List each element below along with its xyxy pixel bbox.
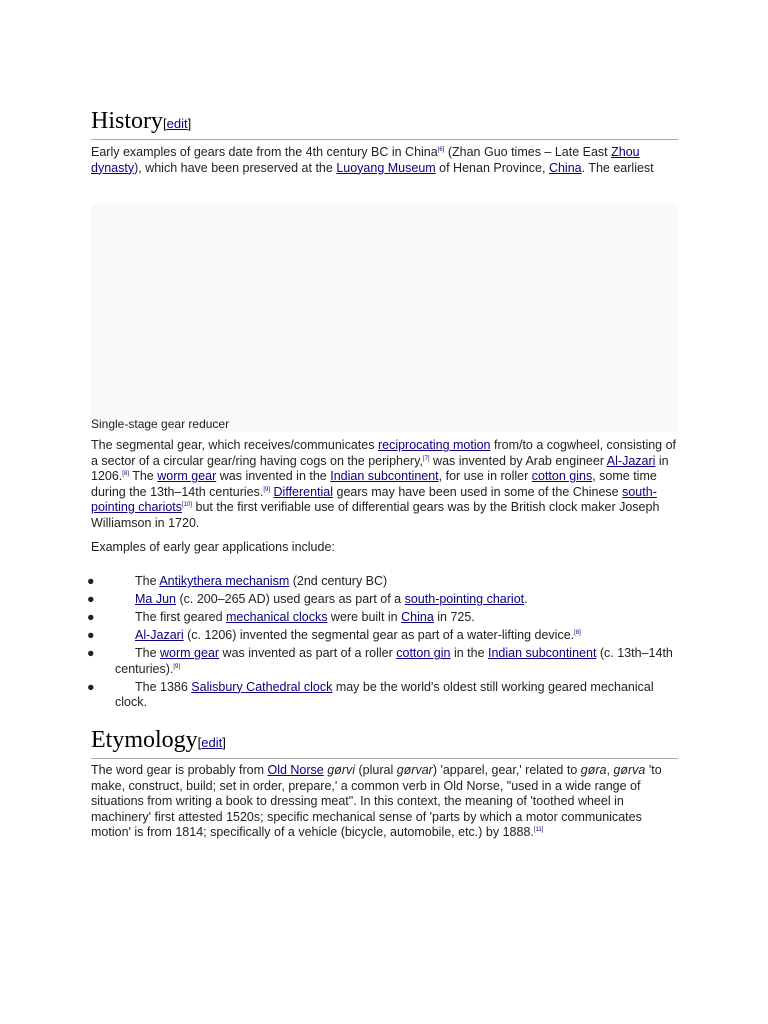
citation-11[interactable]: [11] bbox=[533, 826, 544, 833]
list-item: ● The 1386 Salisbury Cathedral clock may be the world's oldest still working geared mechanical clock. bbox=[87, 679, 654, 709]
history-heading bbox=[91, 108, 678, 140]
link-worm-gear[interactable]: worm gear bbox=[157, 469, 217, 483]
link-cotton-gins[interactable]: cotton gins bbox=[531, 469, 593, 483]
bullet-icon: ● bbox=[87, 592, 95, 606]
link-china[interactable]: China bbox=[548, 160, 582, 175]
link-south-pointing-chariots[interactable]: south-pointing chariots bbox=[91, 484, 657, 514]
citation-10[interactable]: [10] bbox=[182, 501, 193, 508]
etymology-heading bbox=[91, 727, 678, 759]
link-al-jazari-2[interactable]: Al-Jazari bbox=[135, 628, 184, 642]
etymology-heading-text: Etymology bbox=[91, 727, 198, 753]
link-ma-jun[interactable]: Ma Jun bbox=[135, 592, 176, 606]
link-reciprocating-motion[interactable]: reciprocating motion bbox=[377, 438, 491, 452]
history-edit-link[interactable]: edit bbox=[166, 116, 188, 131]
link-cotton-gin[interactable]: cotton gin bbox=[396, 646, 451, 660]
figure-gear-reducer bbox=[91, 204, 678, 432]
etymology-paragraph: The word gear is probably from Old Norse gørvi (plural gørvar) 'apparel, gear,' related to gøra, gørva 'to make, construct, build; set in order, prepare,' a common verb in Old Norse, "used in a wide range of situations from writing a book to dressing meat". In this context, the meaning of 'toothed wheel in machinery' first attested 1520s; specific mechanical sense of 'parts by which a motor communicates motion' is from 1814; specifically of a vehicle (bicycle, automobile, etc.) by 1888.[11] bbox=[91, 763, 662, 839]
bullet-icon: ● bbox=[87, 628, 95, 642]
list-item: ● Al-Jazari (c. 1206) invented the segmental gear as part of a water-lifting device.[8] bbox=[87, 628, 581, 642]
early-applications-list bbox=[87, 574, 678, 713]
link-salisbury-cathedral-clock[interactable]: Salisbury Cathedral clock bbox=[191, 679, 333, 694]
link-mechanical-clocks[interactable]: mechanical clocks bbox=[226, 610, 328, 624]
link-china-2[interactable]: China bbox=[401, 610, 434, 624]
etymology-edit-section: [edit] bbox=[197, 735, 226, 750]
list-item: ● The worm gear was invented as part of a roller cotton gin in the Indian subcontinent (c. 13th–14th centuries).[9] bbox=[87, 646, 673, 676]
history-edit-section: [edit] bbox=[163, 116, 192, 131]
link-zhou-dynasty[interactable]: Zhou dynasty bbox=[91, 145, 640, 175]
link-south-pointing-chariot[interactable]: south-pointing chariot bbox=[404, 592, 525, 606]
history-heading-text: History bbox=[91, 108, 163, 134]
etymology-edit-link[interactable]: edit bbox=[201, 735, 223, 750]
link-al-jazari[interactable]: Al-Jazari bbox=[606, 453, 656, 468]
bullet-icon: ● bbox=[87, 574, 95, 588]
figure-caption: Single-stage gear reducer bbox=[91, 416, 230, 431]
citation-7[interactable]: [7] bbox=[422, 455, 430, 462]
link-indian-subcontinent-2[interactable]: Indian subcontinent bbox=[488, 646, 597, 660]
link-indian-subcontinent[interactable]: Indian subcontinent bbox=[330, 469, 439, 483]
link-old-norse[interactable]: Old Norse bbox=[267, 763, 324, 777]
citation-6[interactable]: [6] bbox=[437, 146, 445, 153]
list-item: ● The Antikythera mechanism (2nd century BC) bbox=[87, 574, 388, 588]
citation-9[interactable]: [9] bbox=[263, 486, 271, 493]
link-differential[interactable]: Differential bbox=[273, 484, 334, 499]
link-worm-gear-2[interactable]: worm gear bbox=[160, 646, 220, 660]
history-paragraph-2: The segmental gear, which receives/communicates reciprocating motion from/to a cogwheel, consisting of a sector of a circular gear/ring having cogs on the periphery,[7] was invented by Arab engineer Al-Jazari in 1206.[8] The worm gear was invented in the Indian subcontinent, for use in roller cotton gins, some time during the 13th–14th centuries.[9] Differential gears may have been used in some of the Chinese south-pointing chariots[10] but the first verifiable use of differential gears was by the British clock maker Joseph Williamson in 1720. bbox=[91, 438, 677, 530]
link-luoyang-museum[interactable]: Luoyang Museum bbox=[336, 160, 436, 175]
link-antikythera-mechanism[interactable]: Antikythera mechanism bbox=[159, 574, 290, 588]
list-item: ● The first geared mechanical clocks were built in China in 725. bbox=[87, 610, 475, 624]
bullet-icon: ● bbox=[87, 646, 95, 660]
bullet-icon: ● bbox=[87, 679, 95, 694]
citation-8-b[interactable]: [8] bbox=[574, 629, 581, 636]
citation-9-b[interactable]: [9] bbox=[173, 663, 181, 670]
history-paragraph-1: Early examples of gears date from the 4th century BC in China[6] (Zhan Guo times – Late East Zhou dynasty), which have been preserved at the Luoyang Museum of Henan Province, China. The earliest bbox=[91, 145, 654, 175]
citation-8[interactable]: [8] bbox=[122, 470, 129, 477]
bullet-icon: ● bbox=[87, 610, 95, 624]
list-item: ● Ma Jun (c. 200–265 AD) used gears as part of a south-pointing chariot. bbox=[87, 592, 528, 606]
history-paragraph-3: Examples of early gear applications include: bbox=[91, 540, 335, 554]
